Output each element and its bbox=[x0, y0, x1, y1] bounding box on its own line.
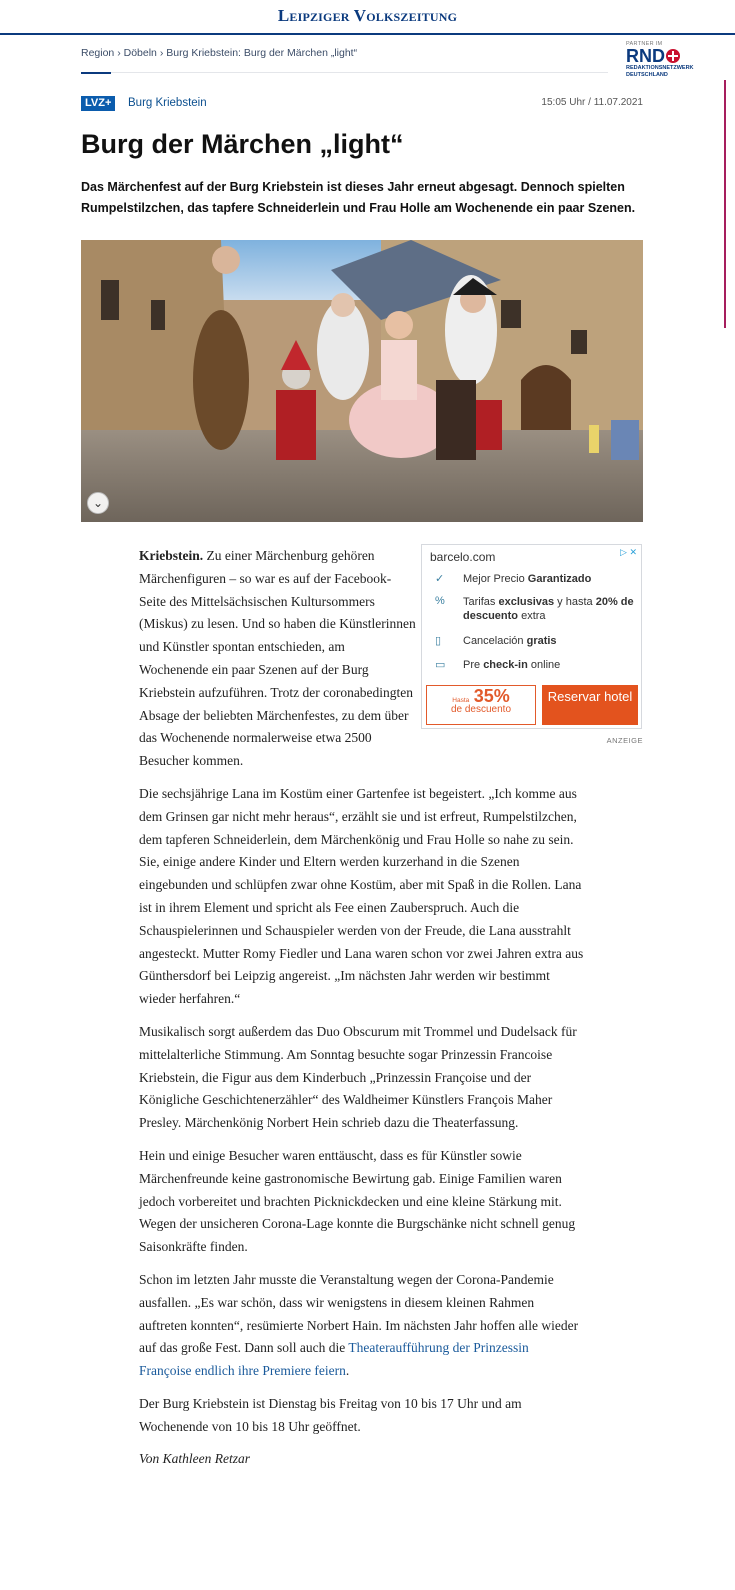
ad-row-rates-d: 20% de descuento bbox=[463, 596, 634, 622]
article-teaser: Das Märchenfest auf der Burg Kriebstein ist dieses Jahr erneut abgesagt. Dennoch spielten Rumpelstilzchen, das tapfere Schneiderlein und Frau Holle am Wochenende ein paar Szenen. bbox=[81, 180, 636, 215]
paragraph-5 bbox=[139, 1269, 584, 1383]
ad-discount-hasta: Hasta bbox=[452, 697, 470, 704]
breadcrumb-separator: › bbox=[159, 47, 164, 59]
paragraph-5-text: Schon im letzten Jahr musste die Veranstaltung wegen der Corona-Pandemie ausfallen. „Es war schön, dass wir wenigstens in diesem kleinen Rahmen auftreten konnten“, resümierte Norbert Hain. Im nächsten Jahr hoffen alle wieder auf das große Fest. Dann soll auch die bbox=[139, 1271, 579, 1356]
ad-row-checkin-b: check-in bbox=[483, 659, 528, 671]
rnd-sub-1: REDAKTIONSNETZWERK bbox=[626, 65, 694, 71]
ad-row-price-b: Garantizado bbox=[527, 573, 592, 585]
hero-image[interactable] bbox=[81, 240, 643, 522]
side-accent-bar bbox=[724, 80, 726, 328]
paragraph-2: Die sechsjährige Lana im Kostüm einer Gartenfee ist begeistert. „Ich komme aus dem Grinsen gar nicht mehr heraus“, erzählt sie und ist erfreut, Rumpelstilzchen, dem tapferen Schneiderlein, dem Märchenkönig und Frau Holle so nahe zu sein. Sie, einige andere Kinder und Eltern werden kurzerhand in die Szenen eingebunden und schlüpfen zwar ohne Kostüm, aber mit Spaß in die Rollen. Lana ist in ihrem Element und spricht als Fee einen Zauberspruch. Auch die Schauspielerinnen und Schauspieler werden von der Freude, die Lana ausstrahlt angesteckt. Mutter Romy Fiedler und Lana waren schon vor zwei Jahren extra aus Günthersdorf bei Leipzig angereist. „Im nächsten Jahr werden wir bestimmt wieder herfahren.“ bbox=[139, 785, 584, 1007]
breadcrumb bbox=[81, 47, 357, 59]
ad-row-checkin-c: online bbox=[527, 659, 561, 671]
reserve-hotel-button[interactable]: Reservar hotel bbox=[542, 685, 638, 725]
masthead-rule bbox=[0, 33, 735, 35]
ad-row-rates-e: extra bbox=[518, 610, 546, 622]
masthead bbox=[0, 0, 735, 34]
check-icon: ✓ bbox=[435, 573, 445, 585]
ad-row-price-a: Mejor Precio bbox=[463, 573, 528, 585]
ad-row-rates-c: y hasta bbox=[554, 596, 596, 608]
article-body bbox=[139, 545, 584, 1481]
paragraph-1-text: Zu einer Märchenburg gehören Märchenfiguren – so war es auf der Facebook-Seite des Mittelsächsischen Kultursommers (Miskus) zu lesen. Und so haben die Künstlerinnen und Künstler spontan entschieden, am Wochenende ein paar Szenen auf der Burg Kriebstein aufzuführen. Trotz der coronabedingten Absage der beliebten Märchenfestes, zu dem über das Wochenende normalerweise etwa 2500 Besucher kommen. bbox=[139, 548, 416, 769]
breadcrumb-item-region[interactable]: Region bbox=[81, 47, 115, 59]
ad-label: ANZEIGE bbox=[606, 736, 643, 745]
ad-row-rates-b: exclusivas bbox=[498, 596, 555, 608]
paragraph-6: Der Burg Kriebstein ist Dienstag bis Freitag von 10 bis 17 Uhr und am Wochenende von 10 bis 18 Uhr geöffnet. bbox=[139, 1395, 522, 1434]
article-date: 11.07.2021 bbox=[593, 97, 643, 108]
date-separator: / bbox=[588, 97, 591, 108]
ad-row-rates-a: Tarifas bbox=[463, 596, 499, 608]
ad-discount-desc: de descuento bbox=[450, 704, 512, 715]
paragraph-3: Musikalisch sorgt außerdem das Duo Obscurum mit Trommel und Dudelsack für mittelalterliche Stimmung. Am Sonntag besuchte sogar Prinzessin Francoise Kriebstein, die Figur aus dem Kinderbuch „Prinzessin Françoise und der Königliche Geschichtenerzähler“ des Waldheimer Künstlers François Maher Presley. Märchenkönig Norbert Hein schrieb dazu die Theaterfassung. bbox=[139, 1023, 577, 1131]
breadcrumb-divider bbox=[81, 72, 608, 73]
paragraph-1-lead: Kriebstein. bbox=[139, 548, 204, 563]
bed-icon: ▭ bbox=[435, 659, 446, 671]
breadcrumb-item-doebeln[interactable]: Döbeln bbox=[123, 47, 157, 59]
cancel-icon: ▯ bbox=[435, 635, 442, 647]
rnd-cross-icon bbox=[666, 49, 680, 63]
lvz-plus-badge: LVZ+ bbox=[81, 96, 115, 111]
breadcrumb-separator: › bbox=[117, 47, 121, 59]
paragraph-4: Hein und einige Besucher waren enttäuscht, dass es für Künstler sowie Märchenfreunde keine gastronomische Bewirtung gab. Einige Familien waren jedoch vorbereitet und brachten Picknickdecken und eine kleine Stärkung mit. Wegen der unsicheren Corona-Lage konnte die Burgschänke nicht schnell genug Saisonkräfte finden. bbox=[139, 1147, 576, 1255]
rnd-partner-logo[interactable] bbox=[626, 41, 696, 79]
article-headline: Burg der Märchen „light“ bbox=[81, 129, 404, 159]
ad-row-cancel-b: gratis bbox=[526, 635, 557, 647]
adchoices-icon[interactable]: ▷ ✕ bbox=[620, 547, 637, 557]
rnd-mark bbox=[626, 47, 696, 65]
chevron-down-icon[interactable]: ⌄ bbox=[87, 492, 109, 514]
ad-row-cancel-a: Cancelación bbox=[463, 635, 527, 647]
ad-brand: barcelo.com bbox=[430, 550, 496, 564]
percent-icon: % bbox=[435, 595, 445, 607]
rnd-partner-label: PARTNER IM bbox=[626, 41, 663, 47]
site-logo[interactable]: Leipziger Volkszeitung bbox=[277, 6, 458, 25]
paragraph-5-end: . bbox=[345, 1363, 350, 1379]
author-byline: Von Kathleen Retzar bbox=[139, 1451, 250, 1467]
article-time: 15:05 Uhr bbox=[541, 97, 586, 108]
hero-photo-illustration bbox=[81, 240, 643, 522]
breadcrumb-active-indicator bbox=[81, 72, 111, 74]
ad-row-checkin-a: Pre bbox=[463, 659, 484, 671]
article-dateline bbox=[541, 97, 643, 108]
breadcrumb-item-current: Burg Kriebstein: Burg der Märchen „light“ bbox=[166, 47, 358, 59]
premiere-link[interactable]: Theateraufführung der Prinzessin Françoise endlich ihre Premiere feiern bbox=[139, 1340, 529, 1379]
ad-float-spacer bbox=[416, 545, 584, 760]
article-kicker[interactable]: Burg Kriebstein bbox=[128, 97, 207, 109]
rnd-sub-2: DEUTSCHLAND bbox=[626, 72, 668, 78]
rnd-mark-text: RND bbox=[626, 46, 665, 66]
ad-discount-percent: 35% bbox=[473, 686, 510, 706]
